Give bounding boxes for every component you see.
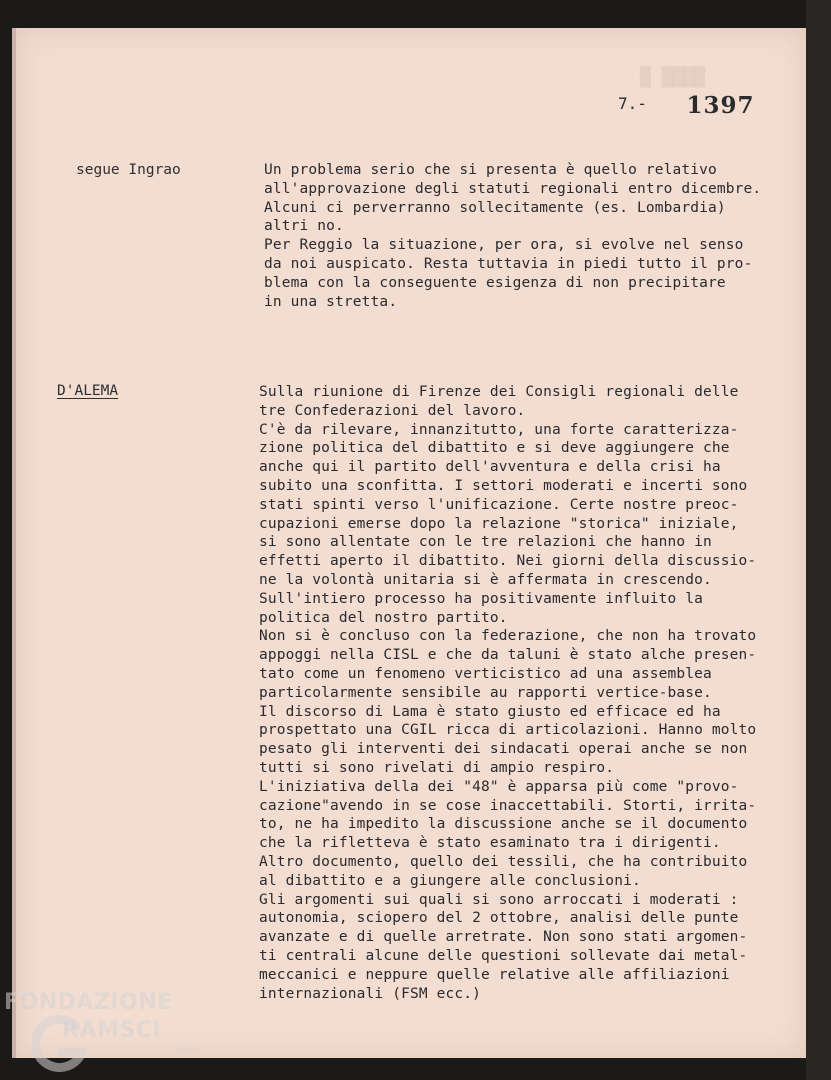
- text-line: particolarmente sensibile au rapporti vertice-base.: [259, 684, 712, 701]
- watermark-suffix: onlus: [176, 1046, 201, 1056]
- text-line: Alcuni ci perverranno sollecitamente (es. Lombardia): [264, 199, 726, 216]
- text-line: avanzate e di quelle arretrate. Non sono stati argomen-: [259, 929, 748, 946]
- text-line: da noi auspicato. Resta tuttavia in piedi tutto il pro-: [264, 255, 753, 272]
- text-line: L'iniziativa della dei "48" è apparsa più come "provo-: [259, 778, 739, 795]
- watermark-line2: RAMSCI: [62, 1018, 162, 1043]
- text-line: Altro documento, quello dei tessili, che ha contribuito: [259, 853, 748, 870]
- watermark-line1: FONDAZIONE: [4, 990, 173, 1015]
- text-line: subito una sconfitta. I settori moderati e incerti sono: [259, 477, 748, 494]
- text-line: tato come un fenomeno verticistico ad una assemblea: [259, 665, 712, 682]
- text-line: Gli argomenti sui quali si sono arroccati i moderati :: [259, 891, 739, 908]
- text-line: si sono allentate con le tre relazioni che hanno in: [259, 534, 712, 551]
- text-line: internazionali (FSM ecc.): [259, 985, 481, 1002]
- dalema-paragraph: [259, 383, 756, 1003]
- text-line: to, ne ha impedito la discussione anche se il documento: [259, 816, 748, 833]
- text-line: politica del nostro partito.: [259, 609, 508, 626]
- text-line: tre Confederazioni del lavoro.: [259, 402, 526, 419]
- text-line: effetti aperto il dibattito. Nei giorni della discussio-: [259, 553, 757, 570]
- text-line: in una stretta.: [264, 293, 398, 310]
- text-line: Sulla riunione di Firenze dei Consigli regionali delle: [259, 384, 739, 400]
- section-number: 7.-: [618, 94, 647, 113]
- speaker-label-dalema: D'ALEMA: [57, 383, 119, 399]
- page-number: 1397: [686, 92, 755, 119]
- text-line: meccanici e neppure quelle relative alle affiliazioni: [259, 966, 730, 983]
- text-line: tutti si sono rivelati di ampio respiro.: [259, 759, 615, 776]
- page-header: [618, 92, 755, 119]
- text-line: autonomia, sciopero del 2 ottobre, analisi delle punte: [259, 910, 739, 927]
- text-line: Sull'intiero processo ha positivamente influito la: [259, 590, 703, 607]
- text-line: pesato gli interventi dei sindacati operai anche se non: [259, 741, 748, 758]
- text-line: cupazioni emerse dopo la relazione "storica" iniziale,: [259, 515, 739, 532]
- text-line: anche qui il partito dell'avventura e della crisi ha: [259, 459, 721, 476]
- text-line: che la rifletteva è stato esaminato tra i dirigenti.: [259, 835, 721, 852]
- text-line: Per Reggio la situazione, per ora, si evolve nel senso: [264, 237, 744, 254]
- text-line: prospettato una CGIL ricca di articolazioni. Hanno molto: [259, 722, 757, 739]
- text-line: stati spinti verso l'unificazione. Certe nostre preoc-: [259, 496, 739, 513]
- text-line: al dibattito e a giungere alle conclusioni.: [259, 872, 641, 889]
- scanner-background-strip: [806, 0, 831, 1080]
- ingrao-paragraph: [264, 161, 761, 311]
- text-line: all'approvazione degli statuti regionali entro dicembre.: [264, 180, 762, 197]
- text-line: ne la volontà unitaria si è affermata in crescendo.: [259, 571, 712, 588]
- text-line: appoggi nella CISL e che da taluni è stato alche presen-: [259, 647, 757, 664]
- text-line: Non si è concluso con la federazione, che non ha trovato: [259, 628, 757, 645]
- text-line: altri no.: [264, 218, 344, 235]
- speaker-label-ingrao: segue Ingrao: [76, 162, 181, 178]
- text-line: Un problema serio che si presenta è quello relativo: [264, 162, 717, 178]
- text-line: Il discorso di Lama è stato giusto ed efficace ed ha: [259, 703, 721, 720]
- text-line: zione politica del dibattito e si deve aggiungere che: [259, 440, 730, 457]
- text-line: cazione"avendo in se cose inaccettabili. Storti, irrita-: [259, 797, 757, 814]
- text-line: ti centrali alcune delle questioni sollevate dai metal-: [259, 947, 748, 964]
- text-line: blema con la conseguente esigenza di non precipitare: [264, 274, 726, 291]
- text-line: C'è da rilevare, innanzitutto, una forte caratterizza-: [259, 421, 739, 438]
